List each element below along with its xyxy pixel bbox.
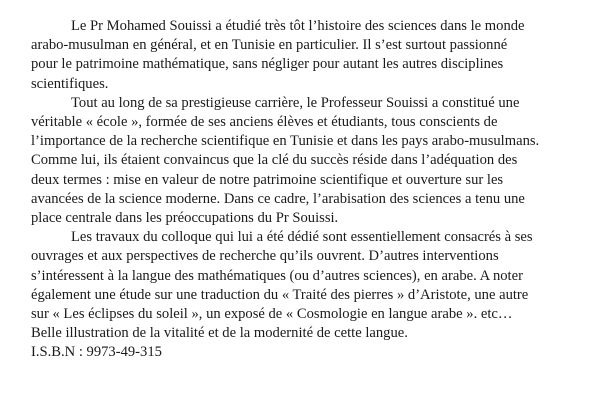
- text-line: pour le patrimoine mathématique, sans négliger pour autant les autres disciplines: [31, 56, 504, 73]
- text-line: arabo-musulman en général, et en Tunisie en particulier. Il s’est surtout passionné: [31, 37, 508, 54]
- text-line: deux termes : mise en valeur de notre patrimoine scientifique et ouverture sur les: [31, 171, 504, 188]
- text-line: avancées de la science moderne. Dans ce cadre, l’arabisation des sciences a tenu une: [31, 190, 525, 207]
- text-line: Belle illustration de la vitalité et de la modernité de cette langue.: [31, 325, 408, 342]
- text-line: également une étude sur une traduction du « Traité des pierres » d’Aristote, une autre: [31, 286, 529, 303]
- text-line: l’importance de la recherche scientifique en Tunisie et dans les pays arabo-musulmans.: [31, 133, 540, 150]
- paragraph-2: [31, 94, 576, 228]
- text-line: ouvrages et aux perspectives de recherche qu’ils ouvrent. D’autres interventions: [31, 248, 499, 265]
- text-line: Le Pr Mohamed Souissi a étudié très tôt l’histoire des sciences dans le monde: [71, 18, 525, 34]
- text-line: scientifiques.: [31, 75, 109, 92]
- text-line: Tout au long de sa prestigieuse carrière, le Professeur Souissi a constitué une: [71, 94, 520, 111]
- text-line: Comme lui, ils étaient convaincus que la clé du succès réside dans l’adéquation des: [31, 152, 518, 169]
- text-line: véritable « école », formée de ses anciens élèves et étudiants, tous conscients de: [31, 114, 498, 131]
- paragraph-3: [31, 228, 576, 343]
- isbn-line: I.S.B.N : 9973-49-315: [31, 344, 162, 361]
- text-line: sur « Les éclipses du soleil », un exposé de « Cosmologie en langue arabe ». etc…: [31, 306, 513, 323]
- paragraph-1: [31, 0, 576, 94]
- text-line: Les travaux du colloque qui lui a été dédié sont essentiellement consacrés à ses: [71, 229, 533, 246]
- text-line: place centrale dans les préoccupations du Pr Souissi.: [31, 210, 339, 227]
- text-line: s’intéressent à la langue des mathématiques (ou d’autres sciences), en arabe. A noter: [31, 267, 523, 284]
